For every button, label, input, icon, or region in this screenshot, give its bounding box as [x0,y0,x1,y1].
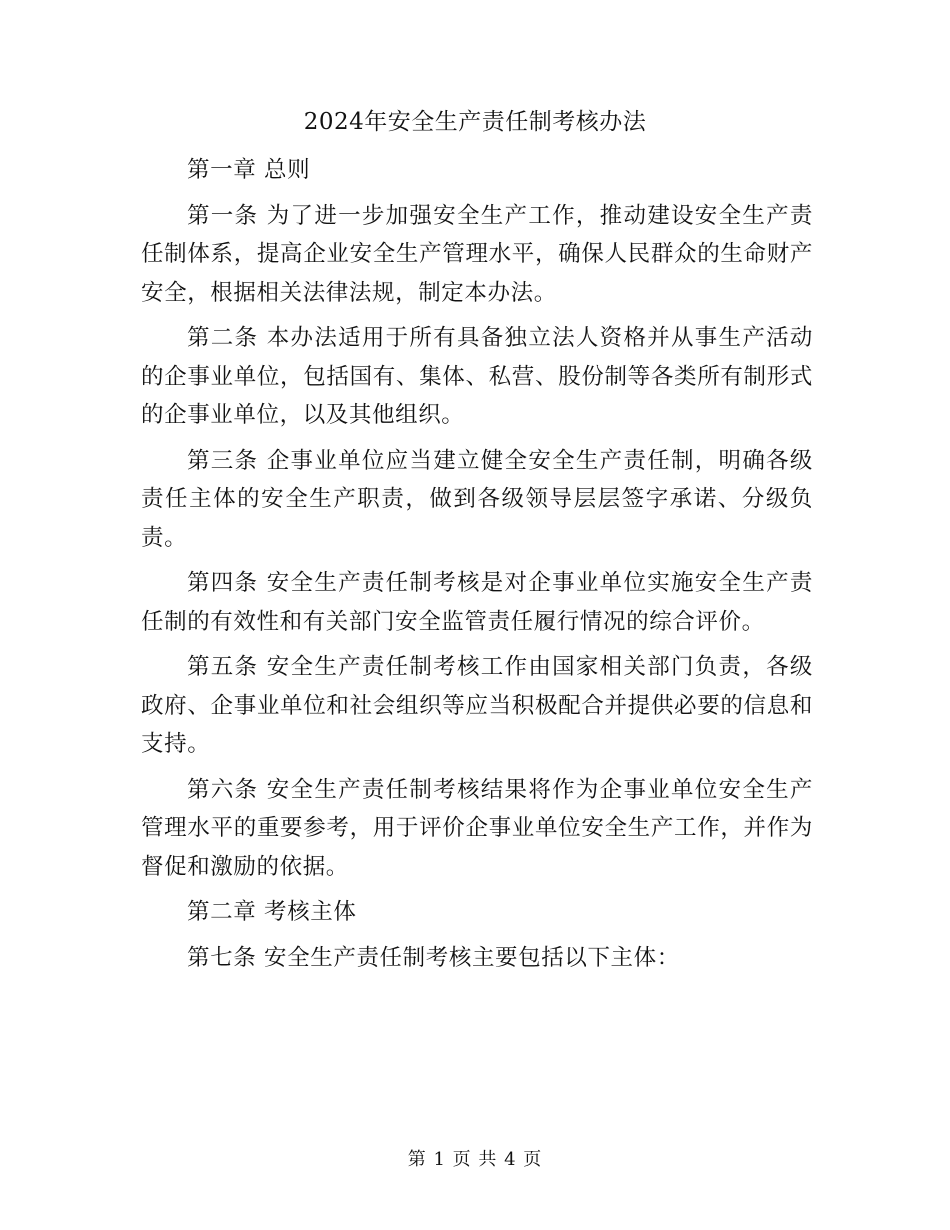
chapter-heading: 第一章 总则 [187,157,311,183]
article-paragraph: 第三条 企事业单位应当建立健全安全生产责任制，明确各级责任主体的安全生产职责，做到各级领导层层签字承诺、分级负责。 [141,447,813,551]
page-number-footer: 第 1 页 共 4 页 [407,1149,543,1170]
chapter-heading: 第二章 考核主体 [187,899,357,925]
article-paragraph: 第二条 本办法适用于所有具备独立法人资格并从事生产活动的企事业单位，包括国有、集体、私营、股份制等各类所有制形式的企事业单位，以及其他组织。 [141,325,813,428]
article-paragraph: 第四条 安全生产责任制考核是对企事业单位实施安全生产责任制的有效性和有关部门安全监管责任履行情况的综合评价。 [141,570,813,635]
article-paragraph: 第六条 安全生产责任制考核结果将作为企事业单位安全生产管理水平的重要参考，用于评价企事业单位安全生产工作，并作为督促和激励的依据。 [141,776,813,880]
article-paragraph: 第五条 安全生产责任制考核工作由国家相关部门负责，各级政府、企事业单位和社会组织等应当积极配合并提供必要的信息和支持。 [141,654,813,757]
document-body [141,151,813,984]
document-title: 2024年安全生产责任制考核办法 [303,109,647,135]
article-paragraph: 第七条 安全生产责任制考核主要包括以下主体： [187,944,680,971]
article-paragraph: 第一条 为了进一步加强安全生产工作，推动建设安全生产责任制体系，提高企业安全生产管理水平，确保人民群众的生命财产安全，根据相关法律法规，制定本办法。 [141,202,813,306]
